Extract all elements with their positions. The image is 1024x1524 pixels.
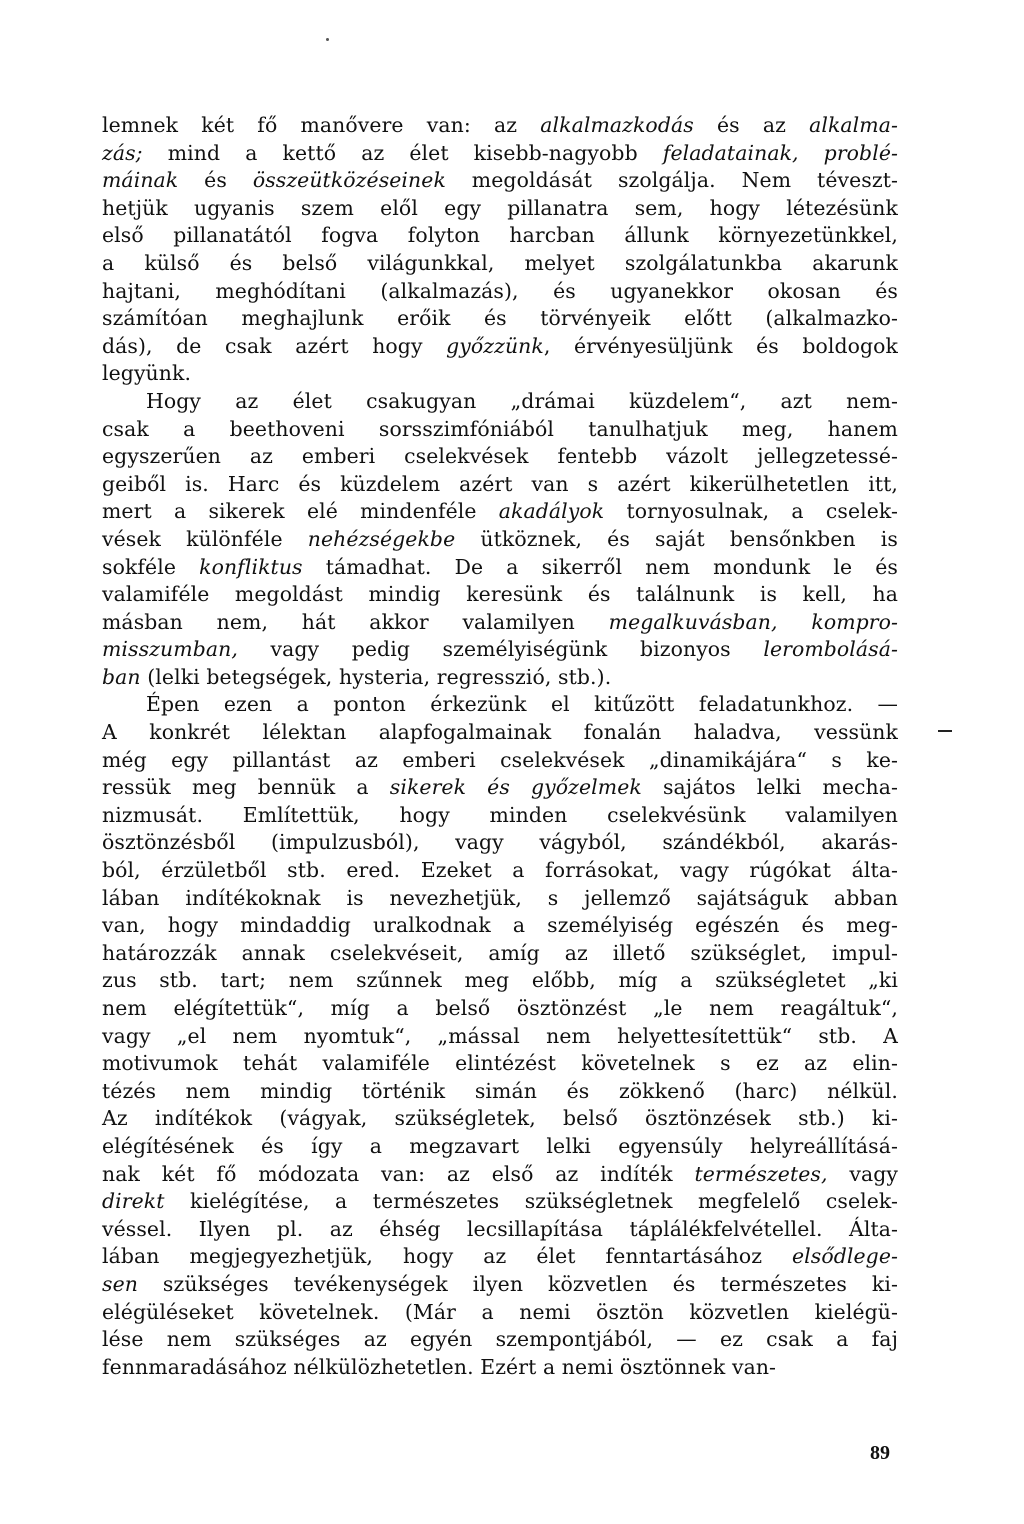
italic-text-run: máinak xyxy=(102,168,179,193)
text-run: Az indítékok (vágyak, szükségletek, belső ösztönzések stb.) ki- xyxy=(102,1106,898,1131)
text-run: sajátos lelki mecha- xyxy=(641,775,898,800)
text-run: vagy xyxy=(827,1161,898,1186)
text-run: és az xyxy=(693,113,810,137)
text-line xyxy=(102,1354,898,1382)
text-line xyxy=(102,581,898,609)
text-run: véssel. Ilyen pl. az éhség lecsillapítása táplálékfelvétellel. Álta- xyxy=(102,1216,898,1241)
text-line xyxy=(102,664,898,692)
text-line xyxy=(102,885,898,913)
text-run: tézés nem mindig történik simán és zökkenő (harc) nélkül. xyxy=(102,1078,898,1103)
text-run: másban nem, hát akkor valamilyen xyxy=(102,609,609,634)
italic-text-run: alkalmazkodás xyxy=(540,113,694,137)
text-line xyxy=(102,222,898,250)
text-run: zus stb. tart; nem szűnnek meg előbb, míg a szükségletet „ki xyxy=(102,968,898,993)
text-run: elégüléseket követelnek. (Már a nemi ösztön közvetlen kielégü- xyxy=(102,1299,898,1324)
text-run: szükséges tevékenységek ilyen közvetlen és természetes ki- xyxy=(137,1271,898,1296)
text-line xyxy=(102,995,898,1023)
text-line xyxy=(102,360,898,388)
text-line xyxy=(102,471,898,499)
text-line xyxy=(102,774,898,802)
text-line xyxy=(102,443,898,471)
text-line xyxy=(102,305,898,333)
text-run: ressük meg bennük a xyxy=(102,775,390,800)
text-line xyxy=(102,526,898,554)
text-run: a külső és belső világunkkal, melyet szolgálatunkba akarunk xyxy=(102,250,898,275)
text-run: mert a sikerek elé mindenféle xyxy=(102,499,499,524)
text-run: vagy „el nem nyomtuk“, „mással nem helyettesítettük“ stb. A xyxy=(102,1023,898,1048)
text-run: sokféle xyxy=(102,554,200,579)
italic-text-run: akadályok xyxy=(498,499,605,524)
italic-text-run: direkt xyxy=(102,1189,165,1214)
text-run: dás), de csak azért hogy xyxy=(102,333,447,358)
text-run: vagy pedig személyiségünk bizonyos xyxy=(237,637,764,662)
text-line xyxy=(102,140,898,168)
text-run: mind a kettő az élet kisebb-nagyobb xyxy=(142,140,663,165)
text-run: egyszerűen az emberi cselekvések fentebb vázolt jellegzetessé- xyxy=(102,444,898,469)
text-line xyxy=(102,112,898,140)
text-run: megoldását szolgálja. Nem téveszt- xyxy=(445,168,898,193)
text-line xyxy=(102,691,898,719)
italic-text-run: zás; xyxy=(102,140,143,165)
text-line xyxy=(102,1243,898,1271)
body-text xyxy=(102,112,898,1381)
text-line xyxy=(102,912,898,940)
text-run: geiből is. Harc és küzdelem azért van s azért kikerülhetetlen itt, xyxy=(102,471,898,496)
text-run: legyünk. xyxy=(102,361,192,386)
text-line xyxy=(102,416,898,444)
page-speck xyxy=(326,38,329,41)
text-run: lában megjegyezhetjük, hogy az élet fenntartásához xyxy=(102,1244,793,1269)
text-line xyxy=(102,1188,898,1216)
text-line xyxy=(102,333,898,361)
text-line xyxy=(102,195,898,223)
text-line xyxy=(102,1326,898,1354)
text-line xyxy=(102,1299,898,1327)
text-run: csak a beethoveni sorsszimfóniából tanulhatjuk meg, hanem xyxy=(102,416,898,441)
text-run: tornyosulnak, a cselek- xyxy=(604,499,898,524)
italic-text-run: nehézségekbe xyxy=(307,526,456,551)
italic-text-run: elsődlege- xyxy=(792,1244,898,1269)
text-line xyxy=(102,1078,898,1106)
text-line xyxy=(102,1161,898,1189)
text-run: és xyxy=(178,168,253,193)
text-line xyxy=(102,388,898,416)
text-line xyxy=(102,278,898,306)
text-run: ösztönzésből (impulzusból), vagy vágyból, szándékból, akarás- xyxy=(102,830,898,855)
page-number: 89 xyxy=(870,1442,890,1464)
text-run: Hogy az élet csakugyan „drámai küzdelem“, azt nem- xyxy=(146,388,898,413)
text-run: van, hogy mindaddig uralkodnak a személyiség egészén és meg- xyxy=(102,913,898,938)
italic-text-run: győzzünk xyxy=(446,333,544,358)
text-run: fennmaradásához nélkülözhetetlen. Ezért a nemi ösztönnek van- xyxy=(102,1354,777,1379)
text-run: elégítésének és így a megzavart lelki egyensúly helyreállításá- xyxy=(102,1133,898,1158)
text-line xyxy=(102,747,898,775)
text-run: ból, érzületből stb. ered. Ezeket a forrásokat, vagy rúgókat álta- xyxy=(102,858,898,883)
text-line xyxy=(102,498,898,526)
text-run: vések különféle xyxy=(102,526,308,551)
italic-text-run: sen xyxy=(102,1271,138,1296)
italic-text-run: összeütközéseinek xyxy=(252,168,446,193)
margin-mark xyxy=(938,730,952,732)
text-line xyxy=(102,1133,898,1161)
text-run: lemnek két fő manővere van: az xyxy=(102,113,541,137)
text-run: lése nem szükséges az egyén szempontjából, — ez csak a faj xyxy=(102,1327,898,1352)
italic-text-run: lerombolásá- xyxy=(763,637,898,662)
text-line xyxy=(102,1023,898,1051)
text-line xyxy=(102,1216,898,1244)
text-run: nem elégítettük“, míg a belső ösztönzést „le nem reagáltuk“, xyxy=(102,996,898,1020)
text-line xyxy=(102,940,898,968)
text-line xyxy=(102,829,898,857)
text-run: motivumok tehát valamiféle elintézést követelnek s ez az elin- xyxy=(102,1051,898,1076)
text-line xyxy=(102,609,898,637)
text-line xyxy=(102,554,898,582)
text-line xyxy=(102,967,898,995)
text-line xyxy=(102,857,898,885)
text-run: valamiféle megoldást mindig keresünk és találnunk is kell, ha xyxy=(102,582,898,607)
italic-text-run: ban xyxy=(102,664,141,689)
text-run: határozzák annak cselekvéseit, amíg az illető szükséglet, impul- xyxy=(102,940,898,965)
text-run: Épen ezen a ponton érkezünk el kitűzött feladatunkhoz. — xyxy=(146,692,898,717)
text-run: , érvényesüljünk és boldogok xyxy=(543,333,898,358)
text-run: számítóan meghajlunk erőik és törvényeik előtt (alkalmazko- xyxy=(102,306,898,331)
text-line xyxy=(102,802,898,830)
text-run: első pillanatától fogva folyton harcban állunk környezetünkkel, xyxy=(102,223,898,248)
italic-text-run: sikerek és győzelmek xyxy=(389,775,642,800)
text-run: lában indítékoknak is nevezhetjük, s jellemző sajátságuk abban xyxy=(102,885,898,910)
text-line xyxy=(102,1105,898,1133)
text-run: ütköznek, és saját bensőnkben is xyxy=(455,526,898,551)
text-line xyxy=(102,636,898,664)
text-line xyxy=(102,167,898,195)
text-line xyxy=(102,1050,898,1078)
text-run: hajtani, meghódítani (alkalmazás), és ugyanekkor okosan és xyxy=(102,278,898,303)
italic-text-run: alkalma- xyxy=(809,113,898,137)
italic-text-run: megalkuvásban, kompro- xyxy=(608,609,898,634)
text-run: még egy pillantást az emberi cselekvések „dinamikájára“ s ke- xyxy=(102,747,898,772)
italic-text-run: feladatainak, problé- xyxy=(662,140,898,165)
text-run: nizmusát. Említettük, hogy minden cselekvésünk valamilyen xyxy=(102,802,898,827)
italic-text-run: misszumban, xyxy=(102,637,238,662)
text-run: (lelki betegségek, hysteria, regresszió, stb.). xyxy=(140,664,612,689)
italic-text-run: konfliktus xyxy=(199,554,303,579)
text-run: kielégítése, a természetes szükségletnek megfelelő cselek- xyxy=(164,1189,898,1214)
text-run: nak két fő módozata van: az első az indíték xyxy=(102,1161,695,1186)
text-line xyxy=(102,250,898,278)
text-run: hetjük ugyanis szem elől egy pillanatra sem, hogy létezésünk xyxy=(102,195,898,220)
text-run: A konkrét lélektan alapfogalmainak fonalán haladva, vessünk xyxy=(102,720,898,745)
text-line xyxy=(102,1271,898,1299)
italic-text-run: természetes, xyxy=(694,1161,828,1186)
text-line xyxy=(102,719,898,747)
text-run: támadhat. De a sikerről nem mondunk le és xyxy=(302,554,898,579)
